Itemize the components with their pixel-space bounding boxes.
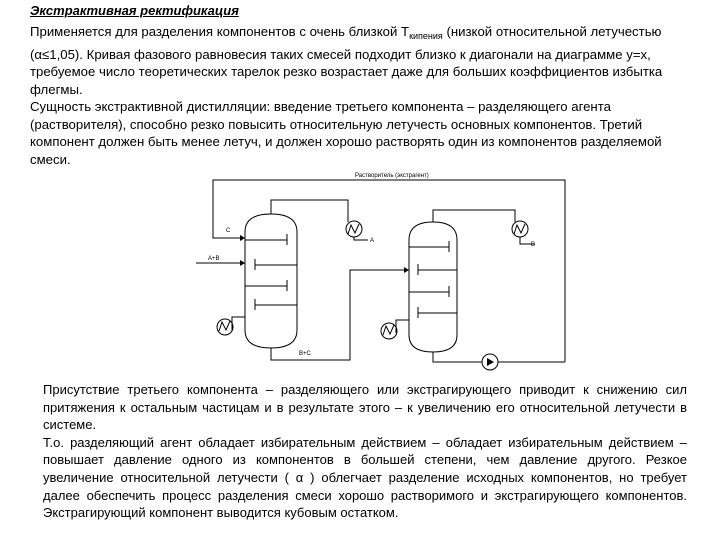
column-2-overhead-line [433,210,515,222]
intro-line1-prefix: Применяется для разделения компонентов с очень близкой T [30,24,410,39]
column-1-shell [245,214,297,348]
reboiler-2-line [396,320,409,333]
feed-arrow [240,260,245,266]
column-1-bottom-line [271,270,409,360]
column2-feed-arrow [404,267,409,273]
conclusion-text [43,381,687,522]
solvent-arrow [240,235,245,241]
label-c: C [226,228,231,234]
label-bc: B+C [299,351,311,357]
conclusion-paragraph-1: Присутствие третьего компонента – разделяющего или экстрагирующего приводит к снижению сил притяжения к остальным частицам и в результате этого – к увеличению его относительной летучести в системе. [43,382,687,433]
column-2-shell [409,222,457,352]
column-2-bottom-line [433,352,482,362]
conclusion-paragraph-2: Т.о. разделяющий агент обладает избирательным действием – обладает избирательным действием – повышает давление одного из компонентов в большей степени, чем давление другого. Резкое увеличение относительной летучести ( α ) облегчает разделение исходных компонентов, но требует далее обеспечить процесс разделения смеси хорошо растворимого и экстрагирующего компонентов. Экстрагирующий компонент выводится кубовым остатком. [43,434,687,521]
label-b: B [531,242,536,248]
boiling-subscript: кипения [409,31,443,41]
condenser-1 [346,221,362,237]
label-a: A [370,238,375,244]
solvent-recycle-line [213,180,565,355]
label-ab: A+B [208,256,220,262]
intro-paragraph-2: Сущность экстрактивной дистилляции: введение третьего компонента – разделяющего агента (растворителя), способно резко повысить относительную летучесть основных компонентов. Третий компонент должен быть менее летуч, и должен хорошо растворять один из компонентов разделяемой смеси. [30,99,662,167]
column-1-overhead-line [271,200,348,222]
distillate-a-line [354,237,368,240]
intro-line1-suffix: (низкой относительной летучестью (α≤1,05). Кривая фазового равновесия таких смесей подходит близко к диагонали на диаграмме y=x, требуемое число теоретических тарелок резко возрастает даже для больших коэффициентов избытка флегмы. [30,24,663,97]
page-title: Экстрактивная ректификация [30,3,239,18]
condenser-2 [512,221,528,237]
solvent-label: Растворитель (экстрагент) [355,173,429,179]
reboiler-1-line [232,317,245,331]
pump-arrow [487,358,494,366]
